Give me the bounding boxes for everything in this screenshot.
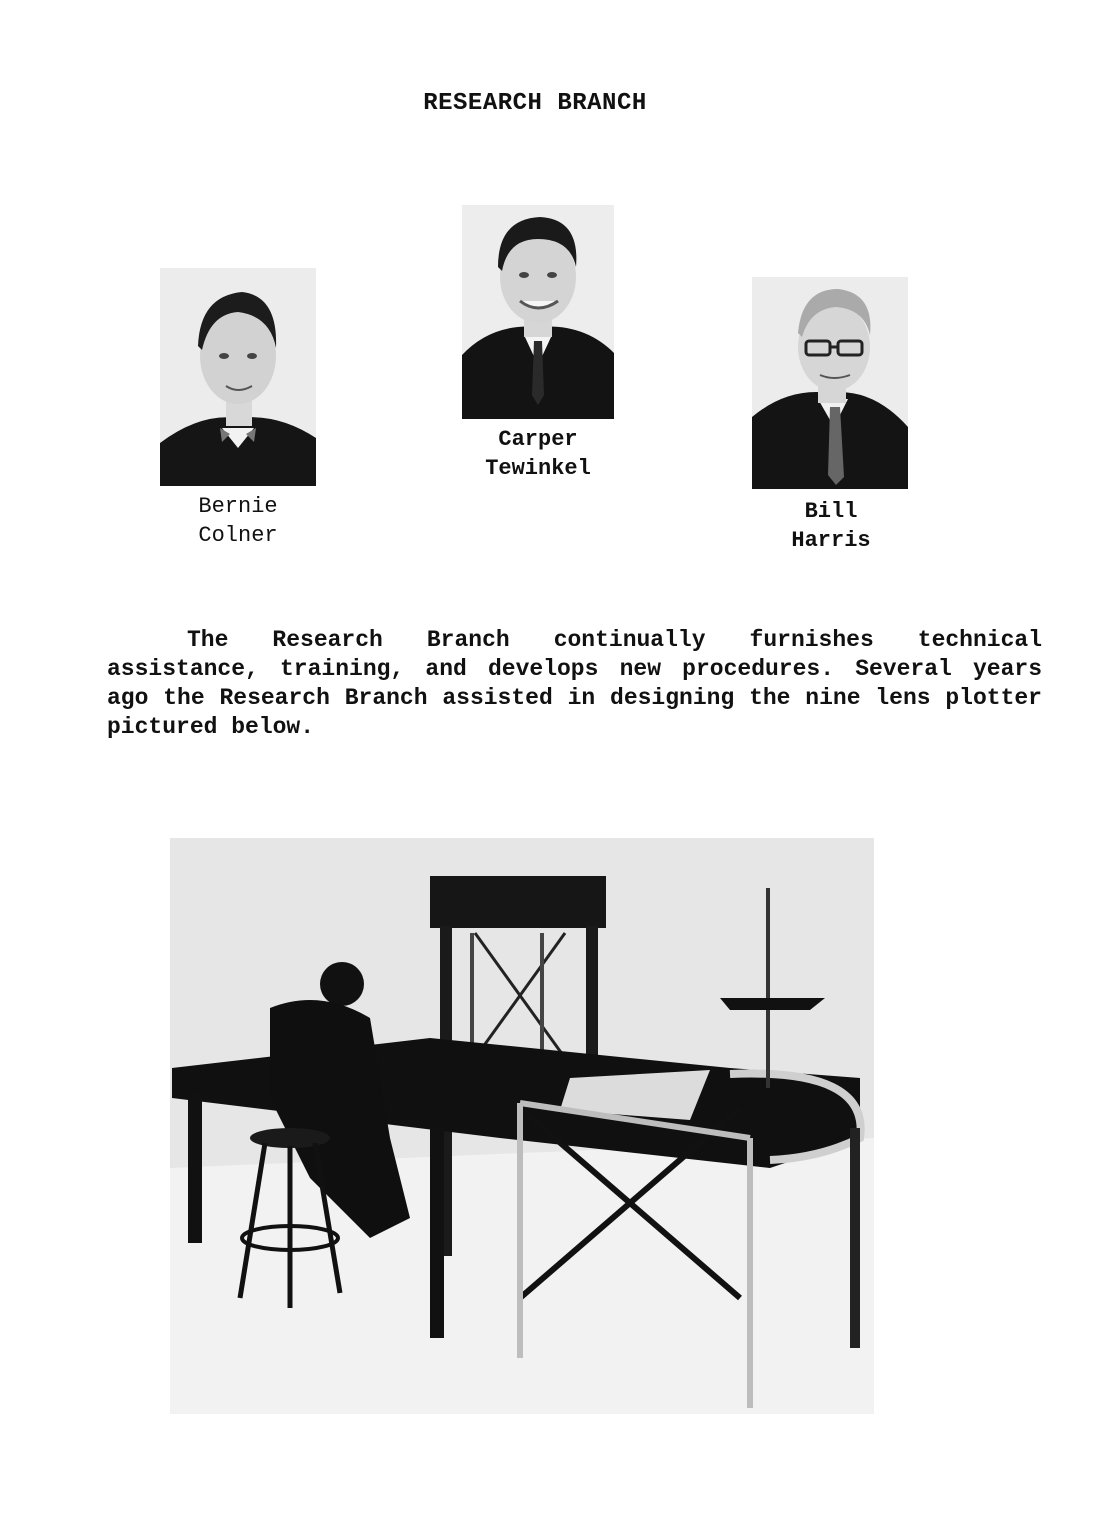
caption-harris [746, 497, 916, 555]
body-paragraph [107, 626, 1042, 742]
page-title: RESEARCH BRANCH [423, 90, 647, 117]
first-name: Bill [804, 499, 858, 524]
first-name: Carper [498, 427, 578, 452]
caption-tewinkel [448, 425, 628, 483]
portrait-photo-colner [160, 268, 316, 486]
last-name: Harris [791, 528, 871, 553]
portrait-photo-tewinkel [462, 205, 614, 419]
paragraph-text: The Research Branch continually furnishes technical assistance, training, and develops new procedures. Several years ago the Research Branch assisted in designing the nine lens plotter pictured below. [107, 627, 1042, 740]
portrait-photo-harris [752, 277, 908, 489]
last-name: Colner [198, 523, 278, 548]
caption-colner [148, 492, 328, 550]
first-name: Bernie [198, 494, 278, 519]
plotter-photo [170, 838, 874, 1414]
last-name: Tewinkel [485, 456, 591, 481]
